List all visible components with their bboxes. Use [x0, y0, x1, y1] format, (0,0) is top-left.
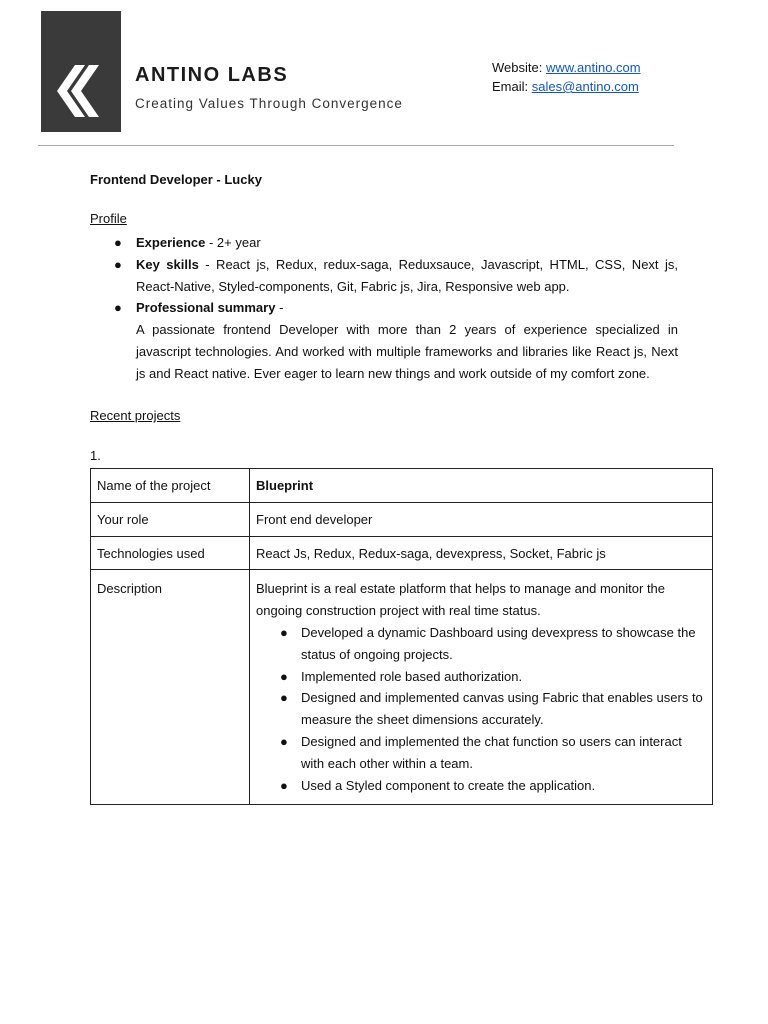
- profile-item-label: Professional summary: [136, 300, 276, 316]
- project-number: 1.: [90, 448, 101, 463]
- list-item: [256, 666, 706, 688]
- bullet-icon: ●: [280, 690, 288, 706]
- bullet-icon: ●: [280, 733, 288, 749]
- bullet-text: Designed and implemented the chat function so users can interact with each other within a team.: [301, 733, 682, 771]
- row-value: React Js, Redux, Redux-saga, devexpress, Socket, Fabric js: [250, 536, 713, 570]
- bullet-text: Used a Styled component to create the application.: [301, 777, 596, 793]
- row-key: Name of the project: [91, 469, 250, 503]
- profile-item-text: -: [275, 300, 284, 316]
- list-item: [256, 775, 706, 797]
- table-row: [91, 536, 713, 570]
- list-item: [256, 622, 706, 666]
- bullet-icon: ●: [114, 300, 122, 316]
- bullet-icon: ●: [280, 668, 288, 684]
- profile-item-label: Experience: [136, 235, 206, 250]
- professional-summary: A passionate frontend Developer with more than 2 years of experience specialized in javascript technologies. And worked with multiple frameworks and libraries like React js, Next js and React native. Ever eager to learn new things and work outside of my comfort zone.: [136, 322, 678, 381]
- row-key: Your role: [91, 502, 250, 536]
- list-item: [256, 731, 706, 775]
- row-key: Description: [91, 570, 250, 805]
- row-value: [250, 570, 713, 805]
- description-text: Blueprint is a real estate platform that helps to manage and monitor the ongoing construction project with real time status.: [256, 581, 666, 619]
- table-row: [91, 469, 713, 503]
- brand-name: ANTINO LABS: [135, 64, 289, 86]
- header-divider: [38, 145, 674, 146]
- table-row: [91, 502, 713, 536]
- email-label: Email:: [492, 79, 532, 94]
- brand-tagline: Creating Values Through Convergence: [135, 96, 403, 111]
- profile-heading: Profile: [90, 211, 127, 226]
- bullet-text: Implemented role based authorization.: [301, 668, 523, 684]
- list-item: [90, 232, 678, 254]
- website-label: Website:: [492, 60, 546, 75]
- list-item: [90, 254, 678, 298]
- project-table: [90, 468, 713, 805]
- website-line: [492, 58, 641, 77]
- recent-projects-heading: Recent projects: [90, 408, 181, 423]
- company-logo: [41, 11, 121, 132]
- row-key: Technologies used: [91, 536, 250, 570]
- bullet-icon: ●: [114, 256, 122, 272]
- website-link[interactable]: www.antino.com: [545, 60, 641, 75]
- profile-item-text: - 2+ year: [205, 235, 261, 250]
- profile-item-label: Key skills: [136, 256, 199, 272]
- email-line: [492, 77, 641, 96]
- description-bullets: [256, 622, 706, 796]
- bullet-icon: ●: [280, 624, 288, 640]
- list-item: [256, 687, 706, 731]
- profile-list: [90, 232, 678, 385]
- profile-item-text: - React js, Redux, redux-saga, Reduxsauce, Javascript, HTML, CSS, Next js, React-Native, Styled-components, Git, Fabric js, Jira, Responsive web app.: [136, 256, 678, 294]
- bullet-icon: ●: [114, 235, 122, 250]
- bullet-text: Designed and implemented canvas using Fabric that enables users to measure the sheet dimensions accurately.: [301, 690, 703, 728]
- contact-info: [492, 58, 641, 96]
- row-value: Front end developer: [250, 502, 713, 536]
- bullet-text: Developed a dynamic Dashboard using devexpress to showcase the status of ongoing projects.: [301, 624, 696, 662]
- row-value: [250, 469, 713, 503]
- list-item: [90, 297, 678, 384]
- document-title: Frontend Developer - Lucky: [90, 172, 262, 187]
- table-row: [91, 570, 713, 805]
- bullet-icon: ●: [280, 777, 288, 793]
- project-name: Blueprint: [256, 478, 314, 493]
- chevron-logo-icon: [57, 65, 107, 117]
- email-link[interactable]: sales@antino.com: [531, 79, 639, 94]
